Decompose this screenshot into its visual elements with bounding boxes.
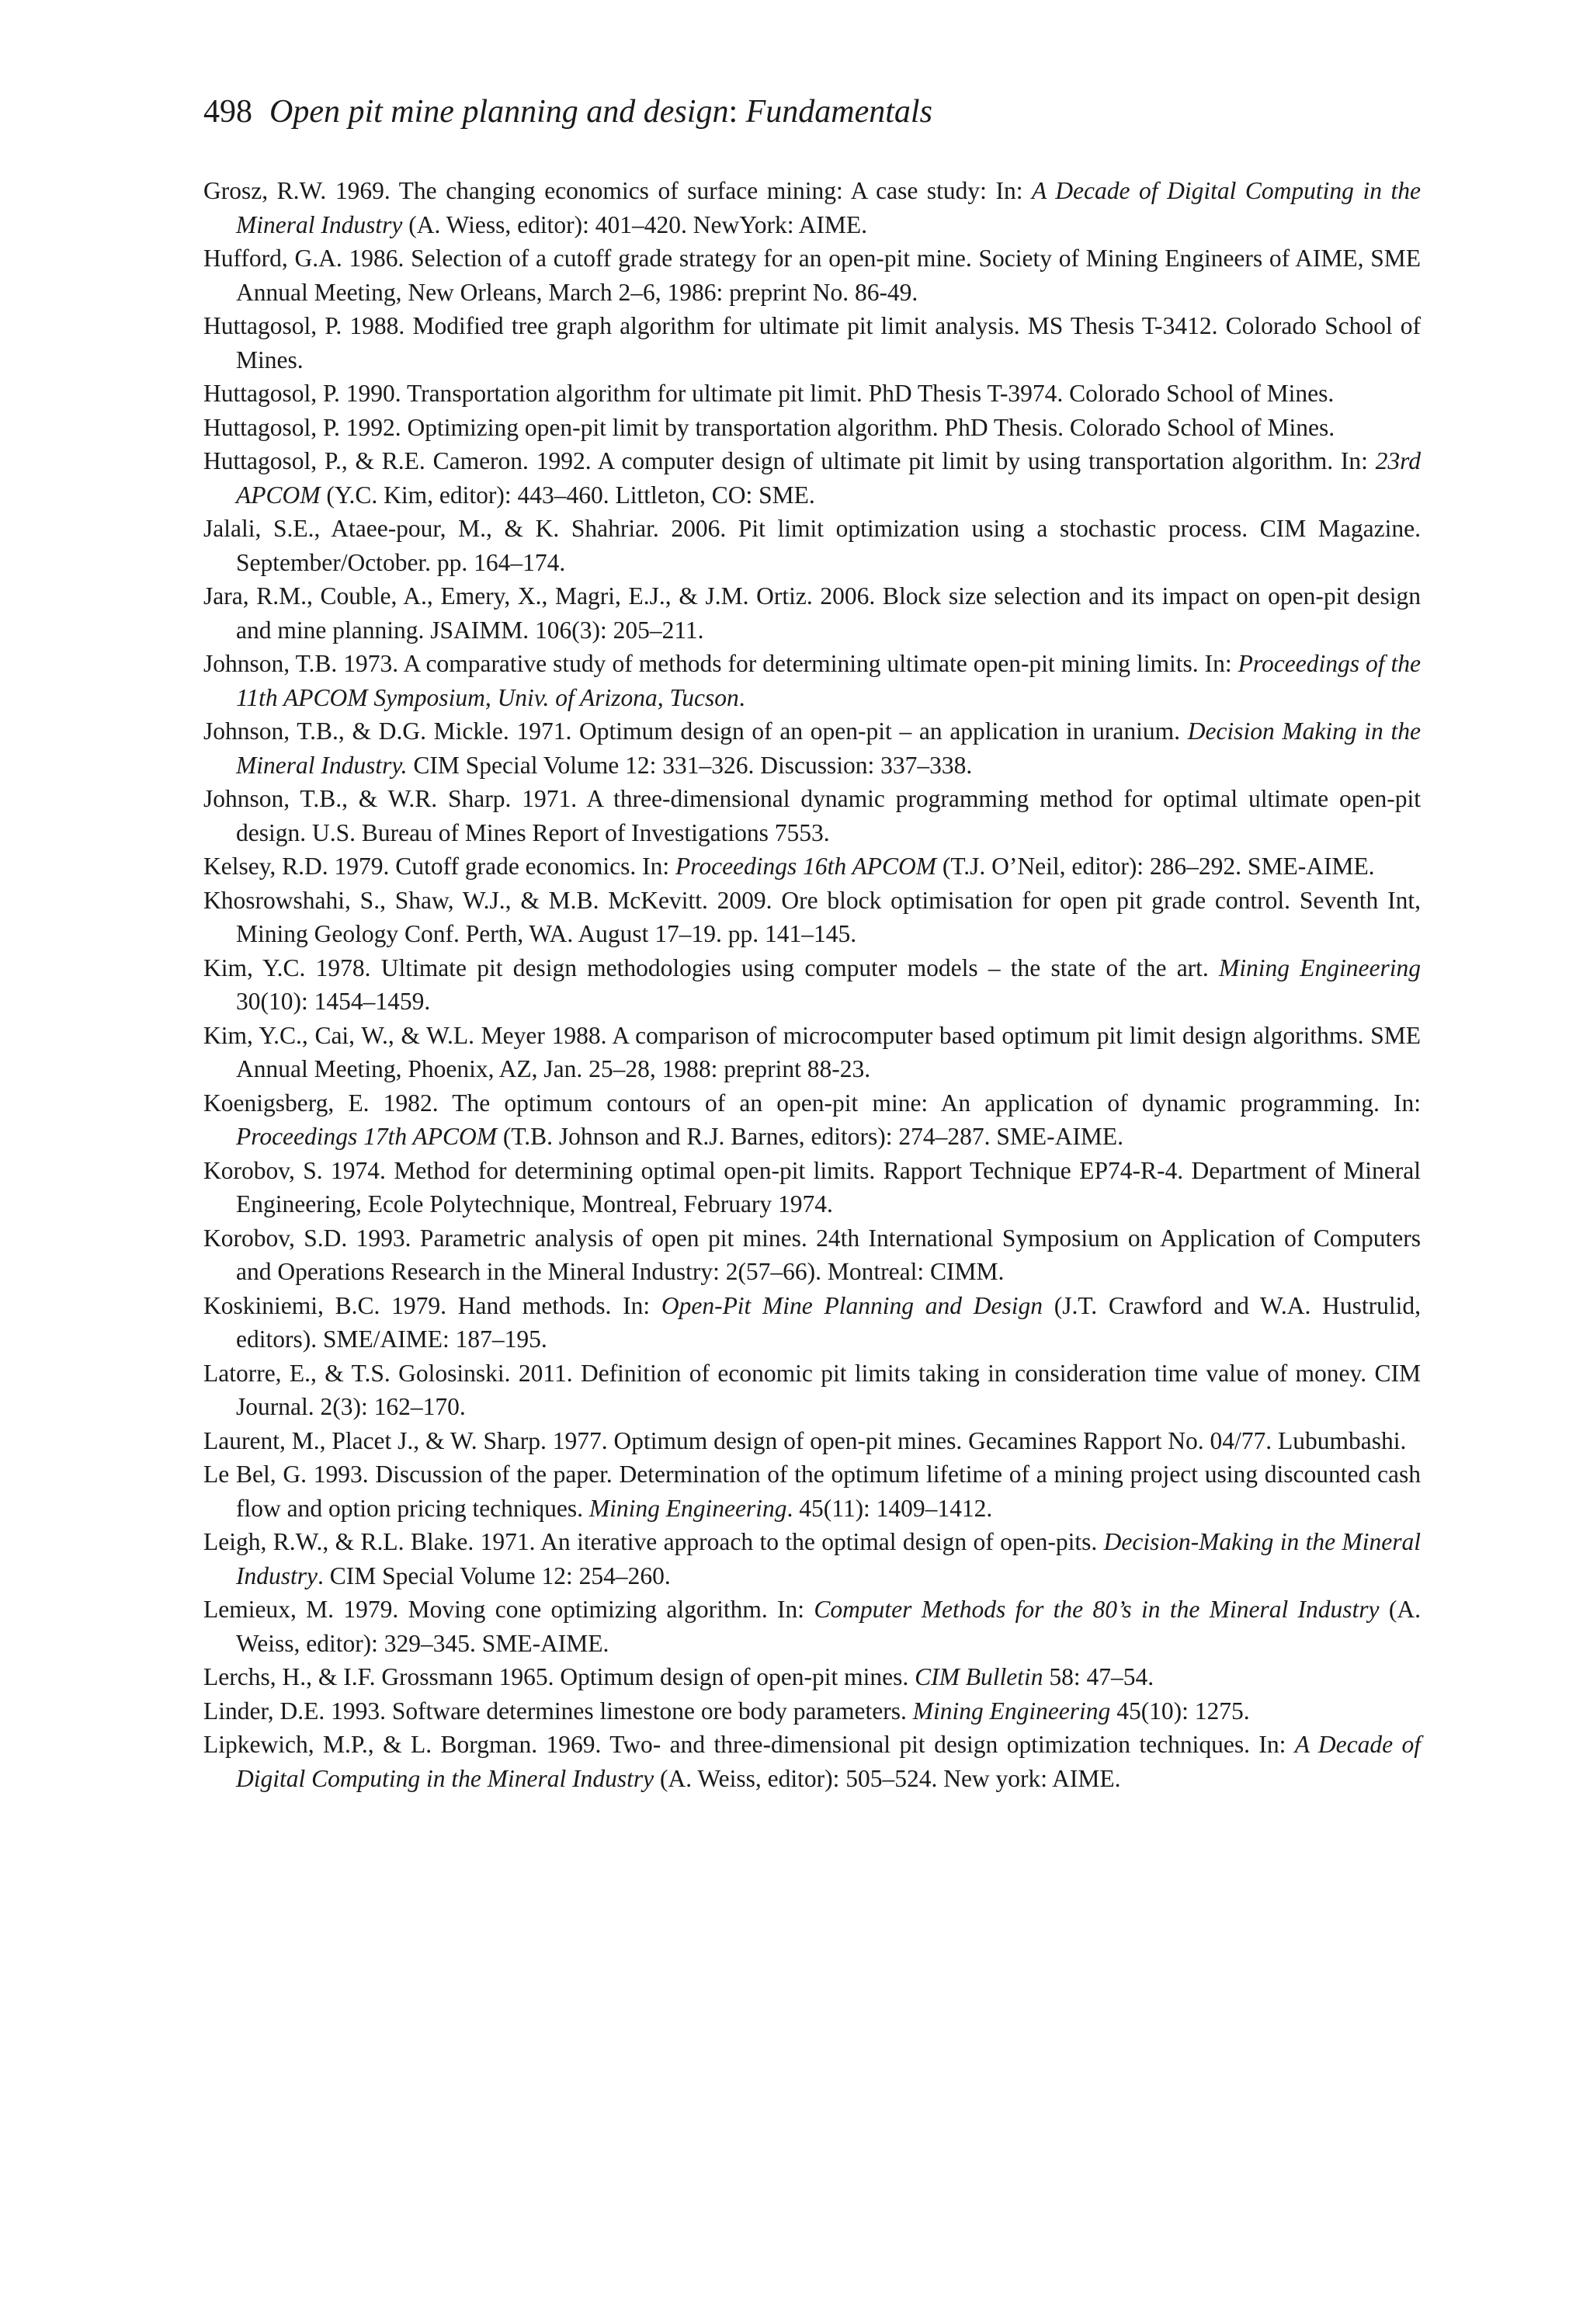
reference-text: Johnson, T.B. 1973. A comparative study of methods for determining ultimate open-pit mining limits. In: — [203, 650, 1238, 677]
reference-entry — [203, 174, 1421, 241]
reference-entry — [203, 1728, 1421, 1795]
reference-entry — [203, 1019, 1421, 1086]
reference-entry — [203, 444, 1421, 512]
reference-entry — [203, 951, 1421, 1019]
reference-text: Kim, Y.C. 1978. Ultimate pit design methodologies using computer models – the state of the art. — [203, 954, 1220, 981]
reference-text: Linder, D.E. 1993. Software determines limestone ore body parameters. — [203, 1697, 913, 1725]
reference-text: Laurent, M., Placet J., & W. Sharp. 1977. Optimum design of open-pit mines. Gecamines Rapport No. 04/77. Lubumbashi. — [203, 1426, 1407, 1454]
reference-italic-text: Mining Engineering — [588, 1494, 787, 1522]
reference-italic-text: A Decade of Digital Computing in the Mineral Industry — [236, 1731, 1421, 1792]
reference-text: Le Bel, G. 1993. Discussion of the paper. Determination of the optimum lifetime of a mining project using discounted cash flow and option pricing techniques. — [203, 1461, 1421, 1522]
reference-text: . CIM Special Volume 12: 254–260. — [318, 1561, 671, 1589]
reference-entry — [203, 411, 1421, 445]
reference-text: (T.B. Johnson and R.J. Barnes, editors): 274–287. SME-AIME. — [496, 1123, 1123, 1150]
reference-text: Huttagosol, P., & R.E. Cameron. 1992. A computer design of ultimate pit limit by using transportation algorithm. In: — [203, 447, 1376, 474]
reference-italic-text: Proceedings 16th APCOM — [675, 853, 936, 880]
reference-text: Johnson, T.B., & W.R. Sharp. 1971. A three-dimensional dynamic programming method for optimal ultimate open-pit design. U.S. Bureau of Mines Report of Investigations 7553. — [203, 785, 1421, 846]
reference-text: (A. Weiss, editor): 329–345. SME-AIME. — [236, 1596, 1421, 1657]
reference-entry — [203, 1593, 1421, 1660]
reference-italic-text: Mining Engineering — [912, 1697, 1111, 1725]
reference-entry — [203, 1525, 1421, 1593]
reference-list — [203, 174, 1421, 1795]
reference-text: Latorre, E., & T.S. Golosinski. 2011. Definition of economic pit limits taking in consideration time value of money. CIM Journal. 2(3): 162–170. — [203, 1359, 1421, 1420]
reference-entry — [203, 309, 1421, 377]
reference-entry — [203, 377, 1421, 411]
reference-text: 58: 47–54. — [1043, 1663, 1154, 1690]
reference-italic-text: A Decade of Digital Computing in the Mineral Industry — [236, 177, 1422, 238]
reference-text: Kelsey, R.D. 1979. Cutoff grade economics. In: — [203, 853, 676, 880]
reference-entry — [203, 1086, 1421, 1154]
reference-entry — [203, 1289, 1421, 1357]
reference-entry — [203, 1457, 1421, 1525]
reference-text: Jara, R.M., Couble, A., Emery, X., Magri, E.J., & J.M. Ortiz. 2006. Block size selection and its impact on open-pit design and mine planning. JSAIMM. 106(3): 205–211. — [203, 582, 1421, 644]
reference-entry — [203, 782, 1421, 849]
reference-text: (Y.C. Kim, editor): 443–460. Littleton, CO: SME. — [320, 481, 815, 509]
reference-text: Koenigsberg, E. 1982. The optimum contours of an open-pit mine: An application of dynamic programming. In: — [203, 1089, 1421, 1117]
reference-text: 30(10): 1454–1459. — [236, 988, 431, 1015]
reference-italic-text: Proceedings 17th APCOM — [236, 1123, 497, 1150]
reference-entry — [203, 512, 1421, 579]
reference-italic-text: Open-Pit Mine Planning and Design — [661, 1291, 1043, 1319]
reference-text: Lipkewich, M.P., & L. Borgman. 1969. Two- and three-dimensional pit design optimization techniques. In: — [203, 1731, 1295, 1758]
reference-italic-text: 23rd APCOM — [236, 447, 1421, 509]
reference-italic-text: Computer Methods for the 80’s in the Mineral Industry — [814, 1596, 1380, 1623]
reference-entry — [203, 1221, 1421, 1289]
reference-text: Huttagosol, P. 1990. Transportation algorithm for ultimate pit limit. PhD Thesis T-3974. Colorado School of Mines. — [203, 380, 1335, 407]
reference-entry — [203, 241, 1421, 309]
reference-entry — [203, 1694, 1421, 1728]
reference-text: Johnson, T.B., & D.G. Mickle. 1971. Optimum design of an open-pit – an application in uranium. — [203, 717, 1188, 745]
reference-text: Koskiniemi, B.C. 1979. Hand methods. In: — [203, 1291, 661, 1319]
reference-italic-text: CIM Bulletin — [915, 1663, 1043, 1690]
reference-text: CIM Special Volume 12: 331–326. Discussion: 337–338. — [407, 751, 973, 779]
reference-text: Khosrowshahi, S., Shaw, W.J., & M.B. McKevitt. 2009. Ore block optimisation for open pit grade control. Seventh Int, Mining Geology Conf. Perth, WA. August 17–19. pp. 141–145. — [203, 886, 1421, 947]
reference-text: . — [738, 683, 745, 711]
reference-text: Lemieux, M. 1979. Moving cone optimizing algorithm. In: — [203, 1596, 814, 1623]
reference-entry — [203, 579, 1421, 647]
reference-text: (T.J. O’Neil, editor): 286–292. SME-AIME. — [936, 853, 1375, 880]
reference-text: Lerchs, H., & I.F. Grossmann 1965. Optimum design of open-pit mines. — [203, 1663, 915, 1690]
reference-entry — [203, 884, 1421, 951]
reference-entry — [203, 1424, 1421, 1458]
reference-italic-text: Decision-Making in the Mineral Industry — [236, 1528, 1422, 1589]
reference-text: Korobov, S.D. 1993. Parametric analysis of open pit mines. 24th International Symposium on Application of Computers and Operations Research in the Mineral Industry: 2(57–66). Montreal: CIMM. — [203, 1224, 1421, 1285]
reference-entry — [203, 1660, 1421, 1694]
reference-italic-text: Decision Making in the Mineral Industry. — [236, 717, 1421, 779]
reference-entry — [203, 1357, 1421, 1424]
reference-text: . 45(11): 1409–1412. — [786, 1494, 993, 1522]
reference-text: 45(10): 1275. — [1110, 1697, 1250, 1725]
reference-text: (A. Weiss, editor): 505–524. New york: AIME. — [654, 1764, 1121, 1792]
reference-text: Hufford, G.A. 1986. Selection of a cutoff grade strategy for an open-pit mine. Society of Mining Engineers of AIME, SME Annual Meeting, New Orleans, March 2–6, 1986: preprint No. 86-49. — [203, 245, 1421, 306]
reference-entry — [203, 849, 1421, 884]
reference-text: Korobov, S. 1974. Method for determining optimal open-pit limits. Rapport Technique EP74-R-4. Department of Mineral Engineering, Ecole Polytechnique, Montreal, February 1974. — [203, 1156, 1421, 1218]
reference-text: Huttagosol, P. 1992. Optimizing open-pit limit by transportation algorithm. PhD Thesis. Colorado School of Mines. — [203, 413, 1335, 441]
reference-entry — [203, 1154, 1421, 1221]
reference-text: (A. Wiess, editor): 401–420. NewYork: AIME. — [402, 210, 868, 238]
running-header — [203, 92, 932, 132]
reference-text: Huttagosol, P. 1988. Modified tree graph algorithm for ultimate pit limit analysis. MS Thesis T-3412. Colorado School of Mines. — [203, 312, 1421, 373]
page-number: 498 — [203, 94, 252, 130]
reference-text: Kim, Y.C., Cai, W., & W.L. Meyer 1988. A comparison of microcomputer based optimum pit limit design algorithms. SME Annual Meeting, Phoenix, AZ, Jan. 25–28, 1988: preprint 88-23. — [203, 1021, 1421, 1082]
reference-italic-text: Mining Engineering — [1219, 954, 1421, 981]
reference-text: Leigh, R.W., & R.L. Blake. 1971. An iterative approach to the optimal design of open-pits. — [203, 1528, 1104, 1555]
reference-text: (J.T. Crawford and W.A. Hustrulid, editors). SME/AIME: 187–195. — [236, 1291, 1421, 1353]
reference-italic-text: Proceedings of the 11th APCOM Symposium, Univ. of Arizona, Tucson — [236, 650, 1421, 711]
title-separator: : — [728, 94, 746, 130]
book-title: Open pit mine planning and design — [269, 94, 729, 130]
reference-text: Grosz, R.W. 1969. The changing economics of surface mining: A case study: In: — [203, 177, 1033, 204]
book-subtitle: Fundamentals — [745, 94, 932, 130]
reference-entry — [203, 647, 1421, 714]
reference-text: Jalali, S.E., Ataee-pour, M., & K. Shahriar. 2006. Pit limit optimization using a stochastic process. CIM Magazine. September/October. pp. 164–174. — [203, 515, 1421, 576]
reference-entry — [203, 714, 1421, 782]
